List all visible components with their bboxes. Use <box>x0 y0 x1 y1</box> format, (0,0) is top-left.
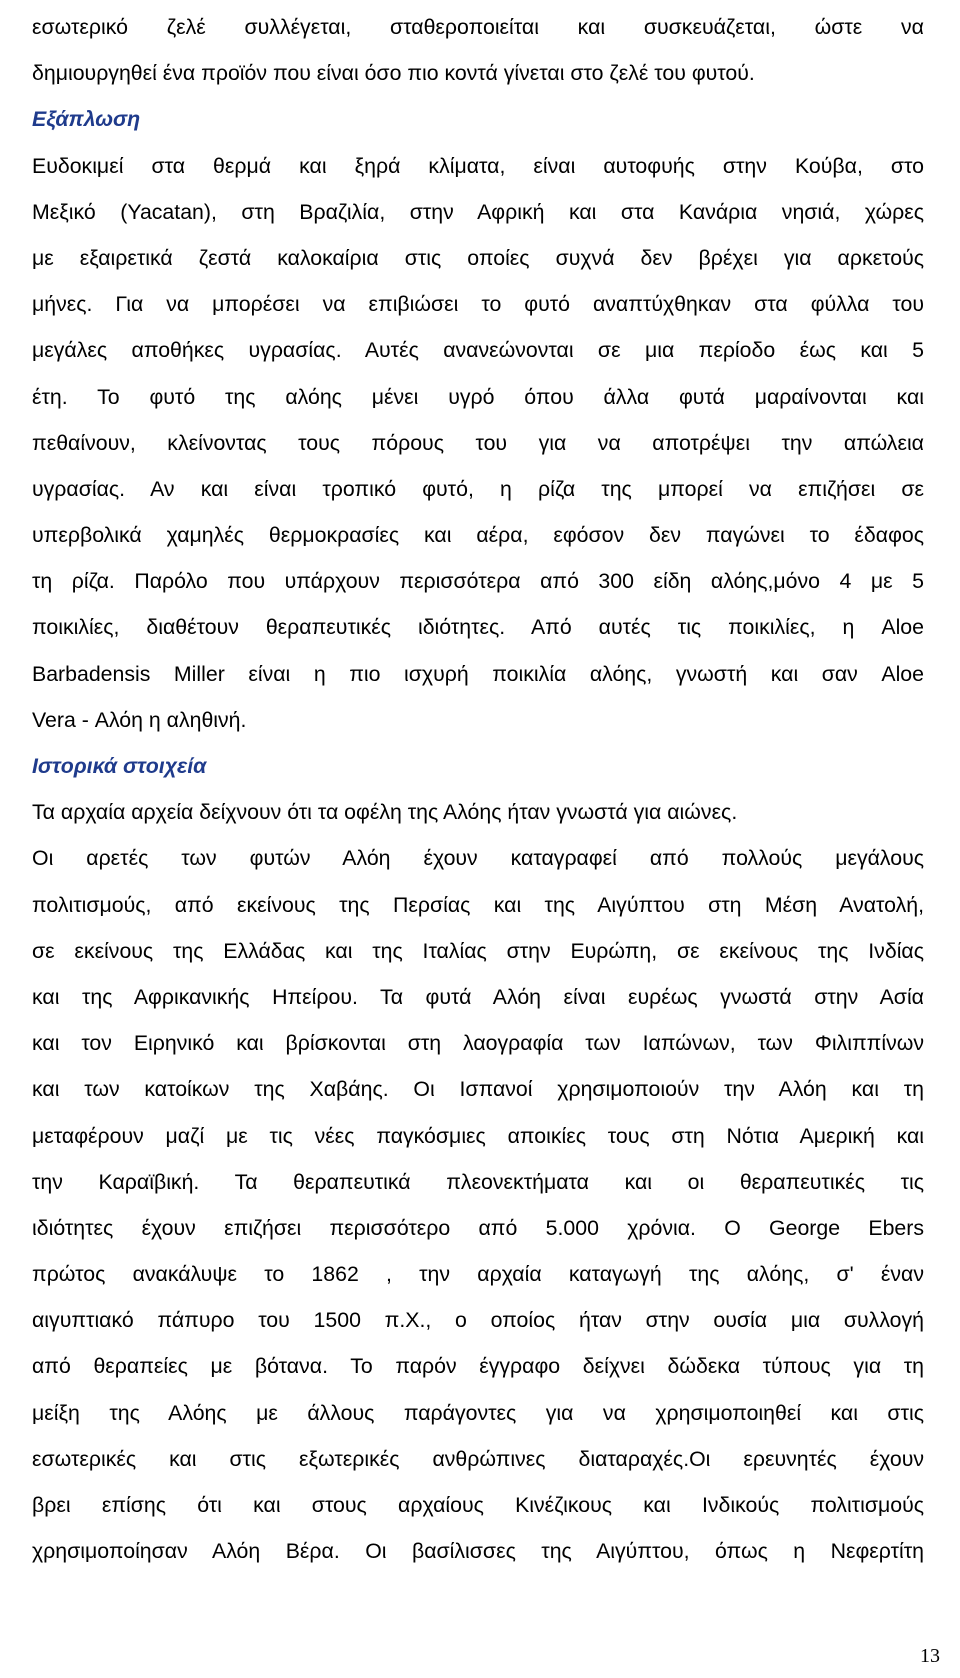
text-line: υγρασίας. Αν και είναι τροπικό φυτό, η ρίζα της μπορεί να επιζήσει σε <box>32 476 924 501</box>
section-heading: Εξάπλωση <box>32 107 141 132</box>
text-line: τη ρίζα. Παρόλο που υπάρχουν περισσότερα από 300 είδη αλόης,μόνο 4 με 5 <box>32 569 924 594</box>
text-line: μήνες. Για να μπορέσει να επιβιώσει το φυτό αναπτύχθηκαν στα φύλλα του <box>32 292 924 317</box>
text-line: υπερβολικά χαμηλές θερμοκρασίες και αέρα, εφόσον δεν παγώνει το έδαφος <box>32 523 924 548</box>
text-line: μεταφέρουν μαζί με τις νέες παγκόσμιες αποικίες τους στη Νότια Αμερική και <box>32 1123 924 1148</box>
text-line: εσωτερικές και στις εξωτερικές ανθρώπινες διαταραχές.Οι ερευνητές έχουν <box>32 1446 924 1471</box>
page-number: 13 <box>920 1645 940 1667</box>
text-line: την Καραϊβική. Τα θεραπευτικά πλεονεκτήματα και οι θεραπευτικές τις <box>32 1169 924 1194</box>
text-line: βρει επίσης ότι και στους αρχαίους Κινέζικους και Ινδικούς πολιτισμούς <box>32 1493 924 1517</box>
text-line: μείξη της Αλόης με άλλους παράγοντες για να χρησιμοποιηθεί και στις <box>32 1400 924 1425</box>
text-line: μεγάλες αποθήκες υγρασίας. Αυτές ανανεώνονται σε μια περίοδο έως και 5 <box>32 338 924 363</box>
text-line: Vera - Αλόη η αληθινή. <box>32 707 247 732</box>
text-line: αιγυπτιακό πάπυρο του 1500 π.Χ., ο οποίος ήταν στην ουσία μια συλλογή <box>32 1308 924 1333</box>
text-line: Μεξικό (Yacatan), στη Βραζιλία, στην Αφρική και στα Κανάρια νησιά, χώρες <box>32 199 924 224</box>
text-line: και των κατοίκων της Χαβάης. Οι Ισπανοί χρησιμοποιούν την Αλόη και τη <box>32 1077 924 1102</box>
text-line: σε εκείνους της Ελλάδας και της Ιταλίας στην Ευρώπη, σε εκείνους της Ινδίας <box>32 938 924 963</box>
text-line: με εξαιρετικά ζεστά καλοκαίρια στις οποίες συχνά δεν βρέχει για αρκετούς <box>32 245 924 270</box>
text-line: εσωτερικό ζελέ συλλέγεται, σταθεροποιείται και συσκευάζεται, ώστε να <box>32 15 924 39</box>
text-line: πρώτος ανακάλυψε το 1862 , την αρχαία καταγωγή της αλόης, σ' έναν <box>32 1262 924 1287</box>
section-heading: Ιστορικά στοιχεία <box>32 754 207 778</box>
text-line: δημιουργηθεί ένα προϊόν που είναι όσο πιο κοντά γίνεται στο ζελέ του φυτού. <box>32 61 755 86</box>
text-line: Barbadensis Miller είναι η πιο ισχυρή ποικιλία αλόης, γνωστή και σαν Aloe <box>32 661 924 686</box>
text-line: πεθαίνουν, κλείνοντας τους πόρους του για να αποτρέψει την απώλεια <box>32 430 924 455</box>
text-line: και τον Ειρηνικό και βρίσκονται στη λαογραφία των Ιαπώνων, των Φιλιππίνων <box>32 1031 924 1056</box>
text-line: ποικιλίες, διαθέτουν θεραπευτικές ιδιότητες. Από αυτές τις ποικιλίες, η Aloe <box>32 615 924 640</box>
text-line: χρησιμοποίησαν Αλόη Βέρα. Οι βασίλισσες της Αιγύπτου, όπως η Νεφερτίτη <box>32 1539 924 1564</box>
text-line: από θεραπείες με βότανα. Το παρόν έγγραφο δείχνει δώδεκα τύπους για τη <box>32 1354 924 1379</box>
text-line: Τα αρχαία αρχεία δείχνουν ότι τα οφέλη της Αλόης ήταν γνωστά για αιώνες. <box>32 800 738 825</box>
text-line: ιδιότητες έχουν επιζήσει περισσότερο από 5.000 χρόνια. Ο George Ebers <box>32 1215 924 1240</box>
text-line: Ευδοκιμεί στα θερμά και ξηρά κλίματα, είναι αυτοφυής στην Κούβα, στο <box>32 153 924 178</box>
text-line: πολιτισμούς, από εκείνους της Περσίας και της Αιγύπτου στη Μέση Ανατολή, <box>32 892 924 917</box>
text-line: Οι αρετές των φυτών Αλόη έχουν καταγραφεί από πολλούς μεγάλους <box>32 846 924 871</box>
body-text <box>32 4 924 1574</box>
text-line: έτη. Το φυτό της αλόης μένει υγρό όπου άλλα φυτά μαραίνονται και <box>32 384 924 409</box>
text-line: και της Αφρικανικής Ηπείρου. Τα φυτά Αλόη είναι ευρέως γνωστά στην Ασία <box>32 984 924 1009</box>
